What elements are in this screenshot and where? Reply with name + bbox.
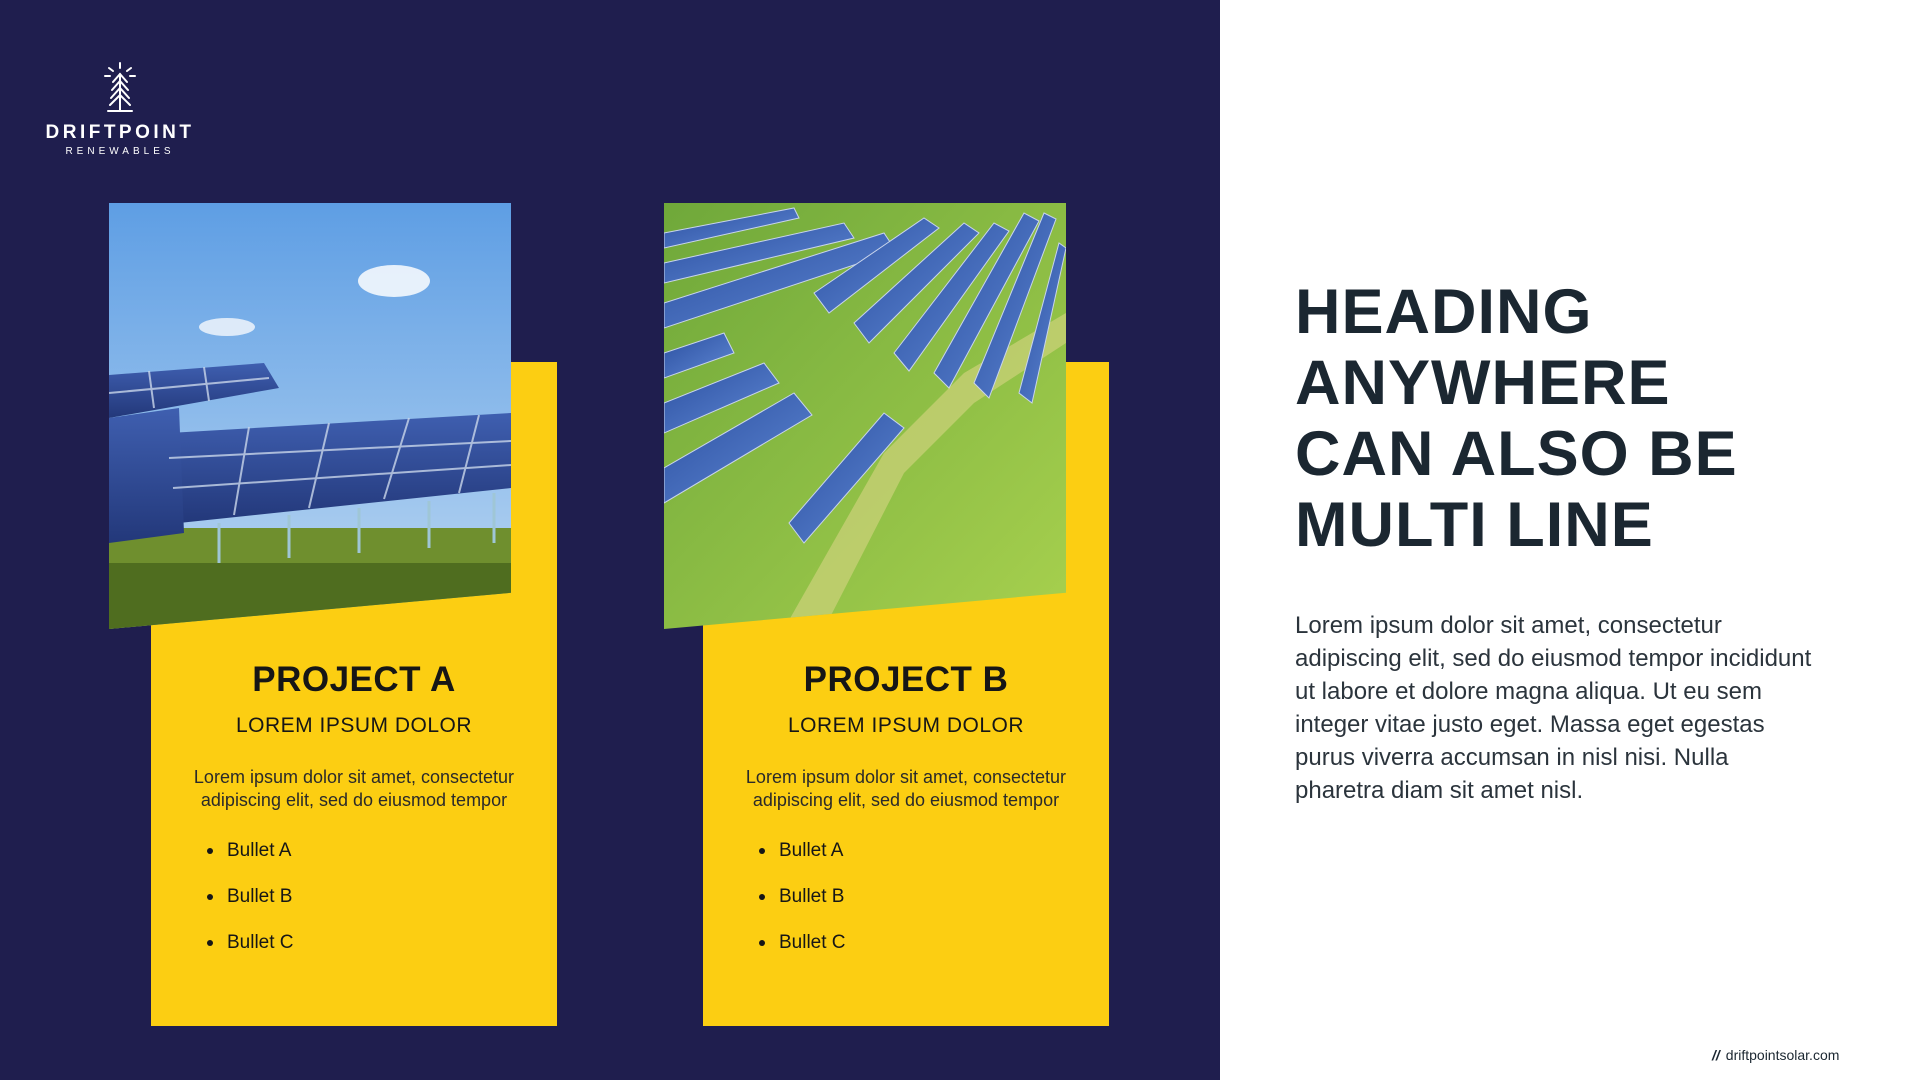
footer-url[interactable]: driftpointsolar.com — [1725, 1047, 1840, 1063]
project-title: PROJECT B — [803, 660, 1009, 699]
project-subtitle: LOREM IPSUM DOLOR — [787, 714, 1025, 737]
bullet-dot — [759, 848, 765, 854]
bullet-item: Bullet B — [753, 886, 1109, 932]
project-b-photo — [664, 203, 1066, 629]
bullet-dot — [759, 894, 765, 900]
heading-line: MULTI LINE — [1295, 490, 1654, 560]
project-a-photo — [109, 203, 511, 629]
bullet-item: Bullet B — [201, 886, 557, 932]
bullet-item: Bullet C — [753, 932, 1109, 978]
bullet-item: Bullet A — [753, 840, 1109, 886]
bullet-dot — [207, 894, 213, 900]
brand-name: DRIFTPOINT — [45, 122, 195, 143]
project-description: Lorem ipsum dolor sit amet, consectetur adipiscing elit, sed do eiusmod tempor — [193, 767, 515, 810]
heading-line: ANYWHERE — [1295, 348, 1671, 418]
tree-sun-icon — [103, 62, 137, 114]
main-heading — [1295, 277, 1855, 561]
bullet-dot — [207, 940, 213, 946]
bullet-list — [753, 840, 1109, 978]
heading-line: HEADING — [1295, 277, 1593, 347]
project-b-text — [703, 660, 1109, 978]
bullet-item: Bullet A — [201, 840, 557, 886]
brand-logo — [44, 62, 196, 157]
heading-line: CAN ALSO BE — [1295, 419, 1738, 489]
bullet-dot — [207, 848, 213, 854]
project-subtitle: LOREM IPSUM DOLOR — [235, 714, 473, 737]
bullet-item: Bullet C — [201, 932, 557, 978]
bullet-dot — [759, 940, 765, 946]
brand-tagline: RENEWABLES — [65, 146, 175, 157]
footer-slashes: // — [1712, 1047, 1720, 1063]
project-a-text — [151, 660, 557, 978]
body-paragraph: Lorem ipsum dolor sit amet, consectetur adipiscing elit, sed do eiusmod tempor incididunt ut labore et dolore magna aliqua. Ut eu sem integer vitae justo eget. Massa eget egestas purus viverra accumsan in nisl nisi. Nulla pharetra diam sit amet nisl. — [1295, 612, 1812, 804]
footer — [1712, 1047, 1839, 1063]
project-title: PROJECT A — [252, 660, 456, 699]
bullet-list — [201, 840, 557, 978]
project-description: Lorem ipsum dolor sit amet, consectetur adipiscing elit, sed do eiusmod tempor — [745, 767, 1067, 810]
